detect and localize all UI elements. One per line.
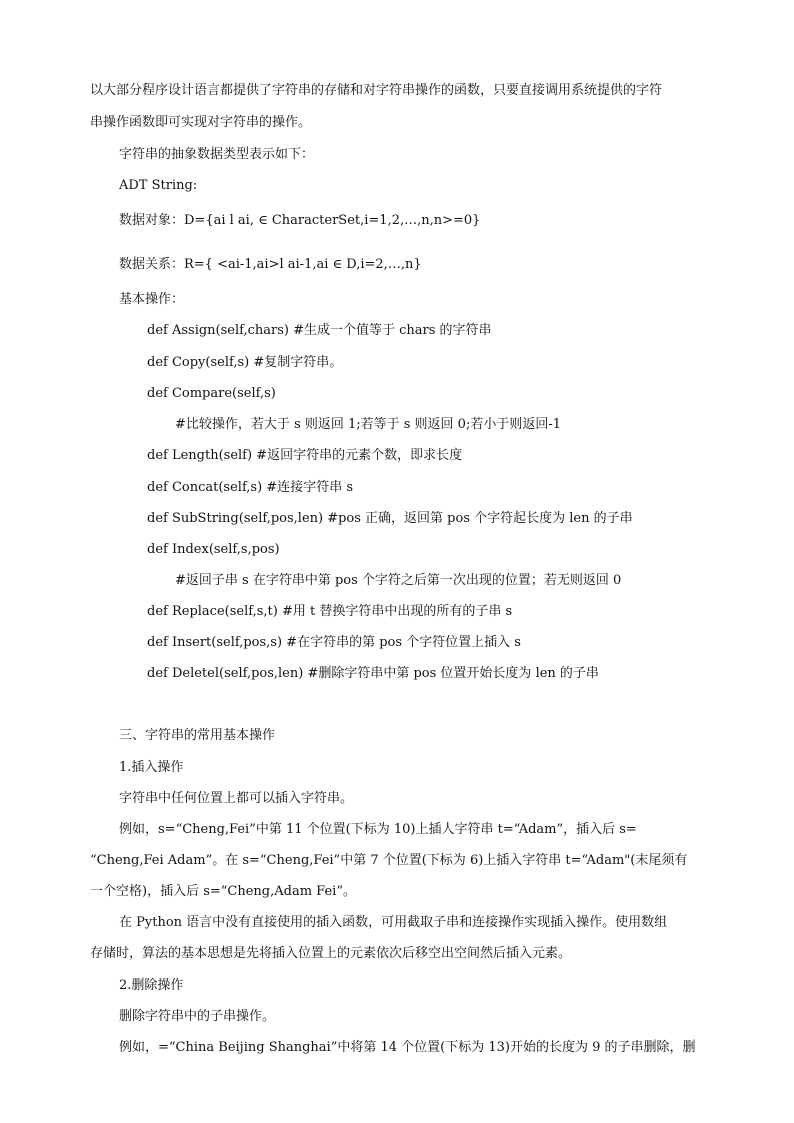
code-line-length: def Length(self) #返回字符串的元素个数，即求长度	[147, 448, 463, 463]
data-object-line: 数据对象：D={ai l ai, ∈ CharacterSet,i=1,2,…,n,n>=0}	[119, 213, 481, 228]
section-heading: 三、字符串的常用基本操作	[119, 728, 276, 743]
code-line-copy: def Copy(self,s) #复制字符串。	[147, 355, 343, 370]
subsection-heading-delete: 2.删除操作	[119, 978, 184, 993]
paragraph-line: 存储时，算法的基本思想是先将插入位置上的元素依次后移空出空间然后插入元素。	[90, 946, 572, 961]
data-relation-line: 数据关系：R={ <ai-1,ai>l ai-1,ai ∈ D,i=2,…,n}	[119, 257, 422, 272]
paragraph-line: 字符串的抽象数据类型表示如下：	[119, 147, 315, 162]
code-line-assign: def Assign(self,chars) #生成一个值等于 chars 的字符串	[147, 323, 492, 338]
paragraph-line: 一个空格)，插入后 s=“Cheng,Adam Fei”。	[90, 884, 356, 899]
code-comment-compare: #比较操作，若大于 s 则返回 1;若等于 s 则返回 0;若小于则返回-1	[175, 417, 561, 432]
code-line-concat: def Concat(self,s) #连接字符串 s	[147, 480, 354, 495]
subsection-heading-insert: 1.插入操作	[119, 760, 184, 775]
paragraph-line: 以大部分程序设计语言都提供了字符串的存储和对字符串操作的函数，只要直接调用系统提供的字符	[90, 83, 663, 98]
code-line-delete: def Deletel(self,pos,len) #删除字符串中第 pos 位置开始长度为 len 的子串	[147, 666, 599, 681]
code-line-index: def Index(self,s,pos)	[147, 542, 280, 557]
paragraph-line: 字符串中任何位置上都可以插入字符串。	[119, 791, 354, 806]
code-line-replace: def Replace(self,s,t) #用 t 替换字符串中出现的所有的子串 s	[147, 604, 513, 619]
paragraph-line: 例如，=“China Beijing Shanghai”中将第 14 个位置(下标为 13)开始的长度为 9 的子串删除，删	[119, 1040, 696, 1055]
basic-operations-heading: 基本操作：	[119, 292, 185, 307]
code-line-insert: def Insert(self,pos,s) #在字符串的第 pos 个字符位置上插入 s	[147, 635, 521, 650]
paragraph-line: 删除字符串中的子串操作。	[119, 1009, 276, 1024]
code-line-substring: def SubString(self,pos,len) #pos 正确，返回第 pos 个字符起长度为 len 的子串	[147, 511, 633, 526]
adt-heading: ADT String:	[119, 178, 198, 193]
paragraph-line: “Cheng,Fei Adam”。在 s=“Cheng,Fei”中第 7 个位置(下标为 6)上插入字符串 t=“Adam"(末尾须有	[90, 853, 688, 868]
code-line-compare: def Compare(self,s)	[147, 386, 276, 401]
paragraph-line: 在 Python 语言中没有直接使用的插入函数，可用截取子串和连接操作实现插入操作。使用数组	[119, 915, 668, 930]
paragraph-line: 例如，s=“Cheng,Fei”中第 11 个位置(下标为 10)上插人字符串 t=“Adam”，插入后 s=	[119, 822, 637, 837]
code-comment-index: #返回子串 s 在字符串中第 pos 个字符之后第一次出现的位置；若无则返回 0	[175, 573, 622, 588]
paragraph-line: 串操作函数即可实现对字符串的操作。	[90, 115, 312, 130]
